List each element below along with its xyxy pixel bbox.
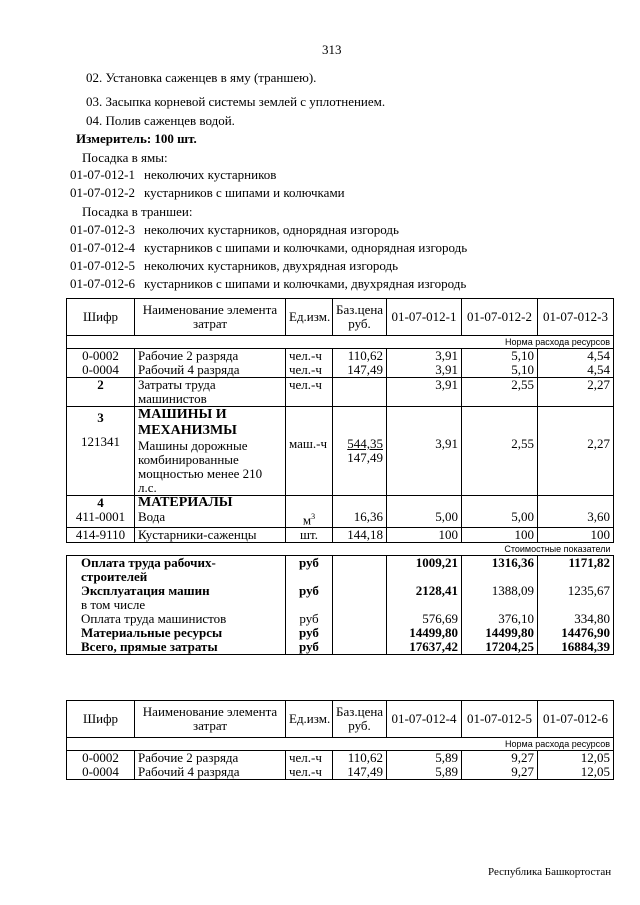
code-line <box>70 222 399 238</box>
total-row <box>67 640 614 655</box>
total-name: в том числе <box>67 598 286 612</box>
row-code: 0-0002 <box>67 349 135 364</box>
code-id: 01-07-012-4 <box>70 240 135 255</box>
total-unit: руб <box>286 584 333 598</box>
row-v2: 5,10 <box>462 349 538 364</box>
col-header-v2: 01-07-012-5 <box>462 701 538 738</box>
code-text: неколючих кустарников, двухрядная изгородь <box>144 258 399 273</box>
row-v1: 3,91 <box>387 349 462 364</box>
table-row <box>67 751 614 766</box>
code-line <box>70 276 467 292</box>
row-price: 544,35 <box>347 436 383 451</box>
table-row <box>67 496 614 528</box>
row-unit: чел.-ч <box>286 765 333 780</box>
row-price: 144,18 <box>333 528 387 543</box>
table-row <box>67 363 614 378</box>
total-unit: руб <box>286 612 333 626</box>
row-code: 411-0001 <box>75 509 126 524</box>
row-v2: 5,10 <box>462 363 538 378</box>
col-header-v1: 01-07-012-4 <box>387 701 462 738</box>
row-v1: 5,00 <box>435 509 458 524</box>
total-unit: руб <box>286 556 333 585</box>
row-price: 147,49 <box>333 765 387 780</box>
row-unit: чел.-ч <box>286 378 333 407</box>
row-v3: 4,54 <box>538 349 614 364</box>
col-header-name: Наименование элемента затрат <box>135 701 286 738</box>
total-v2: 376,10 <box>462 612 538 626</box>
total-row <box>67 556 614 585</box>
row-code: 0-0004 <box>67 363 135 378</box>
col-header-price: Баз.цена руб. <box>333 299 387 336</box>
norm-label: Норма расхода ресурсов <box>67 738 614 751</box>
section-title: МАШИНЫ И МЕХАНИЗМЫ <box>138 407 237 438</box>
page-number: 313 <box>322 42 342 57</box>
row-v1: 3,91 <box>387 378 462 407</box>
row-v1: 3,91 <box>435 436 458 451</box>
row-v3: 3,60 <box>587 509 610 524</box>
row-v1: 5,89 <box>387 751 462 766</box>
total-v1: 1009,21 <box>387 556 462 585</box>
col-header-v2: 01-07-012-2 <box>462 299 538 336</box>
row-name: Рабочий 4 разряда <box>135 765 286 780</box>
row-code: 2 <box>67 378 135 407</box>
norm-label: Норма расхода ресурсов <box>67 336 614 349</box>
measure: Измеритель: 100 шт. <box>76 131 197 146</box>
total-name: Всего, прямые затраты <box>67 640 286 655</box>
total-v2: 1388,09 <box>462 584 538 598</box>
total-row <box>67 584 614 598</box>
col-header-unit: Ед.изм. <box>286 299 333 336</box>
code-line <box>70 185 345 201</box>
total-v3: 334,80 <box>538 612 614 626</box>
col-header-code: Шифр <box>67 701 135 738</box>
code-id: 01-07-012-1 <box>70 167 135 182</box>
code-id: 01-07-012-5 <box>70 258 135 273</box>
row-v2: 9,27 <box>462 751 538 766</box>
table-row <box>67 378 614 407</box>
table-row <box>67 407 614 496</box>
section-heading: Посадка в ямы: <box>82 150 168 165</box>
code-line <box>70 167 277 183</box>
row-v1: 100 <box>387 528 462 543</box>
section-code: 3 <box>97 410 104 425</box>
table-header <box>67 299 614 336</box>
col-header-code: Шифр <box>67 299 135 336</box>
col-header-v1: 01-07-012-1 <box>387 299 462 336</box>
code-text: кустарников с шипами и колючками, двухрядная изгородь <box>144 276 467 291</box>
row-v3: 100 <box>538 528 614 543</box>
row-unit: шт. <box>286 528 333 543</box>
total-v3: 16884,39 <box>538 640 614 655</box>
total-row <box>67 626 614 640</box>
cost-label: Стоимостные показатели <box>67 543 614 556</box>
total-name: Материальные ресурсы <box>67 626 286 640</box>
row-v2: 9,27 <box>462 765 538 780</box>
resource-table-1 <box>66 298 614 655</box>
row-v2: 100 <box>462 528 538 543</box>
total-v2: 17204,25 <box>462 640 538 655</box>
total-row <box>67 612 614 626</box>
resource-table-2 <box>66 700 614 780</box>
col-header-unit: Ед.изм. <box>286 701 333 738</box>
code-text: кустарников с шипами и колючками <box>144 185 345 200</box>
total-v1: 2128,41 <box>387 584 462 598</box>
total-name: Оплата труда машинистов <box>67 612 286 626</box>
code-id: 01-07-012-2 <box>70 185 135 200</box>
code-text: кустарников с шипами и колючками, однорядная изгородь <box>144 240 468 255</box>
row-price: 147,49 <box>333 363 387 378</box>
row-name: Рабочие 2 разряда <box>135 349 286 364</box>
total-unit: руб <box>286 626 333 640</box>
row-unit: маш.-ч <box>289 436 328 451</box>
row-v3: 2,27 <box>587 436 610 451</box>
row-name: Рабочие 2 разряда <box>135 751 286 766</box>
row-v3: 2,27 <box>538 378 614 407</box>
total-v1: 14499,80 <box>387 626 462 640</box>
row-v2: 2,55 <box>462 378 538 407</box>
row-name: Машины дорожные комбинированные мощностью менее 210 л.с. <box>138 438 263 495</box>
row-price-2: 147,49 <box>347 450 383 465</box>
row-v1: 3,91 <box>387 363 462 378</box>
total-v3: 1171,82 <box>538 556 614 585</box>
row-price: 16,36 <box>353 509 383 524</box>
row-unit: чел.-ч <box>286 349 333 364</box>
row-name: Рабочий 4 разряда <box>135 363 286 378</box>
total-row <box>67 598 614 612</box>
row-code: 0-0004 <box>67 765 135 780</box>
col-header-v3: 01-07-012-6 <box>538 701 614 738</box>
row-v3: 12,05 <box>538 765 614 780</box>
row-name: Вода <box>138 509 166 524</box>
row-code: 414-9110 <box>67 528 135 543</box>
total-v2: 1316,36 <box>462 556 538 585</box>
total-v3: 1235,67 <box>538 584 614 598</box>
row-v1: 5,89 <box>387 765 462 780</box>
row-name: Затраты труда машинистов <box>135 378 286 407</box>
row-v2: 5,00 <box>511 509 534 524</box>
row-v3: 12,05 <box>538 751 614 766</box>
row-code: 0-0002 <box>67 751 135 766</box>
col-header-v3: 01-07-012-3 <box>538 299 614 336</box>
row-code: 121341 <box>81 434 120 449</box>
row-unit: чел.-ч <box>286 363 333 378</box>
row-name: Кустарники-саженцы <box>135 528 286 543</box>
table-row <box>67 349 614 364</box>
total-name: Оплата труда рабочих-строителей <box>67 556 286 585</box>
table-header <box>67 701 614 738</box>
code-text: неколючих кустарников, однорядная изгородь <box>144 222 399 237</box>
row-unit: $м^3$ <box>302 512 316 528</box>
code-line <box>70 258 399 274</box>
row-v2: 2,55 <box>511 436 534 451</box>
row-price <box>333 378 387 407</box>
col-header-name: Наименование элемента затрат <box>135 299 286 336</box>
code-id: 01-07-012-6 <box>70 276 135 291</box>
code-id: 01-07-012-3 <box>70 222 135 237</box>
total-name: Эксплуатация машин <box>67 584 286 598</box>
operation-item: 03. Засыпка корневой системы землей с уплотнением. <box>86 94 386 109</box>
code-line <box>70 240 468 256</box>
footer-region: Республика Башкортостан <box>488 866 612 878</box>
table-row <box>67 528 614 543</box>
operation-item: 04. Полив саженцев водой. <box>86 113 235 128</box>
section-title: МАТЕРИАЛЫ <box>138 495 233 510</box>
row-v3: 4,54 <box>538 363 614 378</box>
total-v3: 14476,90 <box>538 626 614 640</box>
row-price: 110,62 <box>333 751 387 766</box>
row-unit: чел.-ч <box>286 751 333 766</box>
total-v2: 14499,80 <box>462 626 538 640</box>
total-v1: 17637,42 <box>387 640 462 655</box>
total-v1: 576,69 <box>387 612 462 626</box>
col-header-price: Баз.цена руб. <box>333 701 387 738</box>
section-code: 4 <box>97 495 104 510</box>
total-unit: руб <box>286 640 333 655</box>
table-row <box>67 765 614 780</box>
operation-item: 02. Установка саженцев в яму (траншею). <box>86 70 317 85</box>
code-text: неколючих кустарников <box>144 167 277 182</box>
row-price: 110,62 <box>333 349 387 364</box>
section-heading: Посадка в траншеи: <box>82 204 193 219</box>
